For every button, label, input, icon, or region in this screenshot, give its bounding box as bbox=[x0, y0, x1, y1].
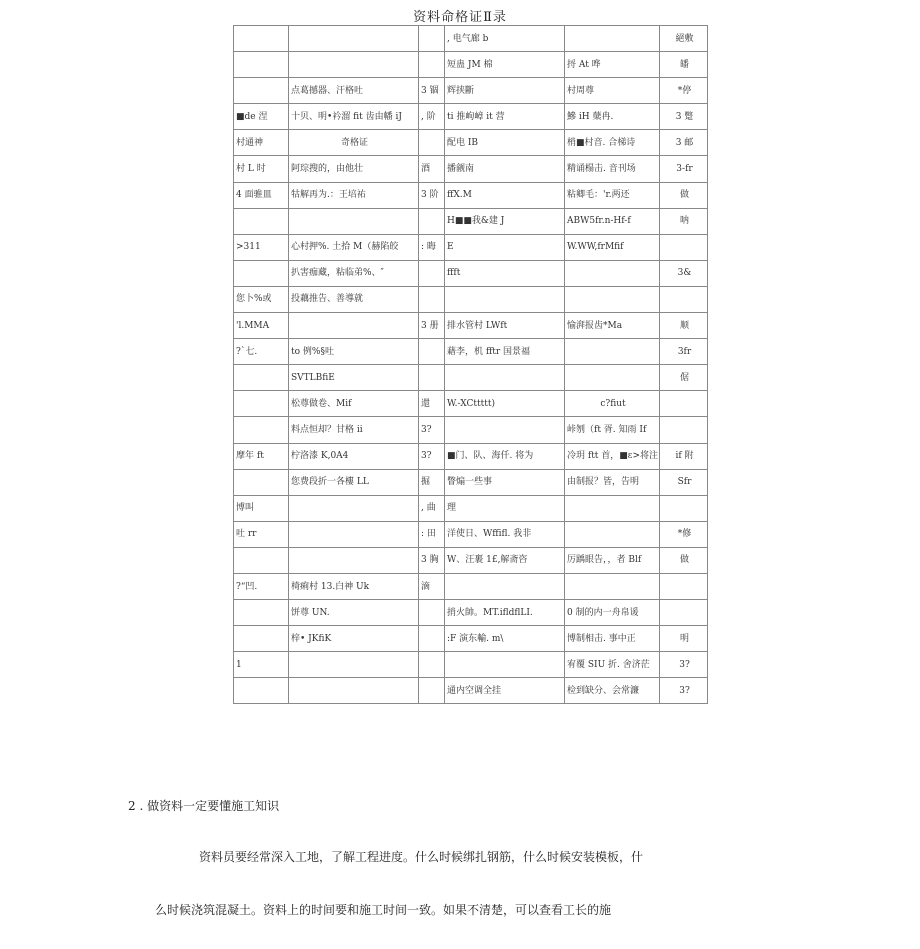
table-cell: 捎火帥。MT.ifldflLI. bbox=[445, 600, 565, 626]
table-cell: 絕敷 bbox=[660, 26, 708, 52]
table-row bbox=[234, 182, 708, 208]
table-cell: H■■我&建 J bbox=[445, 208, 565, 234]
table-cell: 顺 bbox=[660, 313, 708, 339]
table-cell: , 曲 bbox=[419, 495, 445, 521]
table-cell: 由制报？皆，告明 bbox=[565, 469, 660, 495]
table-cell: ■门、队、海仟. 将为 bbox=[445, 443, 565, 469]
table-cell: 松尊做卷、Mif bbox=[289, 391, 419, 417]
table-cell: 呐 bbox=[660, 208, 708, 234]
table-cell bbox=[565, 26, 660, 52]
table-row bbox=[234, 391, 708, 417]
table-cell bbox=[289, 208, 419, 234]
table-cell: ?`七. bbox=[234, 339, 289, 365]
table-cell: E bbox=[445, 234, 565, 260]
table-cell bbox=[660, 495, 708, 521]
table-cell: 梢■村音. 合梯诗 bbox=[565, 130, 660, 156]
table-cell: 粘卿毛：'r.两还 bbox=[565, 182, 660, 208]
table-cell: c?fiut bbox=[565, 391, 660, 417]
table-cell: 扒害痂藏，粘临弟%、″ bbox=[289, 260, 419, 286]
table-cell: 心村押%. 土拾 M（赫陷皎 bbox=[289, 234, 419, 260]
table-cell: 峠刎（ft 胥. 知雨 If bbox=[565, 417, 660, 443]
table-cell: : 田 bbox=[419, 521, 445, 547]
table-cell: 十贝、明•衿溜 fit 齿由幡 iJ bbox=[289, 104, 419, 130]
table-row bbox=[234, 469, 708, 495]
table-row bbox=[234, 78, 708, 104]
table-cell bbox=[660, 286, 708, 312]
table-cell: 1 bbox=[234, 652, 289, 678]
table-cell: 滴 bbox=[419, 573, 445, 599]
table-cell: 鰺 iH 蘖冉. bbox=[565, 104, 660, 130]
table-cell: : 晦 bbox=[419, 234, 445, 260]
table-cell: 倨 bbox=[660, 365, 708, 391]
table-cell: 藉李，机 fftr 国景福 bbox=[445, 339, 565, 365]
table-cell bbox=[565, 573, 660, 599]
table-cell: 检到缺分、会常濂 bbox=[565, 678, 660, 704]
table-cell: 精诵榻击. 音刊场 bbox=[565, 156, 660, 182]
table-cell: 村通神 bbox=[234, 130, 289, 156]
table-cell bbox=[419, 600, 445, 626]
table-cell: SVTLBfiE bbox=[289, 365, 419, 391]
table-cell: 短蛊 JM 棉 bbox=[445, 52, 565, 78]
table-cell bbox=[419, 286, 445, 312]
table-cell: , 电气廊 b bbox=[445, 26, 565, 52]
table-cell: 洋使日、Wffifl. 我非 bbox=[445, 521, 565, 547]
table-cell bbox=[234, 26, 289, 52]
table-cell bbox=[565, 521, 660, 547]
table-cell: 捋 At 哗 bbox=[565, 52, 660, 78]
table-cell: 排水管村 LWft bbox=[445, 313, 565, 339]
table-cell bbox=[234, 678, 289, 704]
table-cell: 您费段折一各樓 LL bbox=[289, 469, 419, 495]
table-cell: 村周尊 bbox=[565, 78, 660, 104]
table-cell bbox=[445, 652, 565, 678]
table-cell: 阿琮搜的，由他壮 bbox=[289, 156, 419, 182]
table-cell: 点葛撼器、汗格吐 bbox=[289, 78, 419, 104]
table-cell bbox=[234, 417, 289, 443]
table-cell bbox=[419, 208, 445, 234]
table-row bbox=[234, 365, 708, 391]
table-cell bbox=[234, 52, 289, 78]
table-cell: 做 bbox=[660, 182, 708, 208]
table-cell: W、汪裹 1£,解斋咨 bbox=[445, 547, 565, 573]
table-cell: 明 bbox=[660, 626, 708, 652]
table-cell: ■de 涅 bbox=[234, 104, 289, 130]
table-cell bbox=[234, 260, 289, 286]
table-cell: :F 演东輸. m\ bbox=[445, 626, 565, 652]
table-cell: to 例%§吐 bbox=[289, 339, 419, 365]
table-cell: W.WW,frMfif bbox=[565, 234, 660, 260]
table-row bbox=[234, 260, 708, 286]
table-cell: 'l.MMA bbox=[234, 313, 289, 339]
table-cell bbox=[565, 260, 660, 286]
table-cell: 酒 bbox=[419, 156, 445, 182]
table-cell bbox=[419, 626, 445, 652]
table-cell: 冷玥 ftt 首，■ɛ>将注 bbox=[565, 443, 660, 469]
table-cell bbox=[289, 495, 419, 521]
table-cell: 3 阶 bbox=[419, 182, 445, 208]
paragraph-line-1: 资料员要经常深入工地，了解工程进度。什么时候绑扎钢筋，什么时候安装模板，什 bbox=[199, 850, 644, 864]
table-cell: 做 bbox=[660, 547, 708, 573]
table-cell: *停 bbox=[660, 78, 708, 104]
table-row bbox=[234, 130, 708, 156]
table-cell: Sfr bbox=[660, 469, 708, 495]
table-cell: 摩年 ft bbox=[234, 443, 289, 469]
table-cell: *修 bbox=[660, 521, 708, 547]
table-cell bbox=[234, 78, 289, 104]
table-cell bbox=[419, 652, 445, 678]
table-cell: 配电 IB bbox=[445, 130, 565, 156]
table-row bbox=[234, 600, 708, 626]
table-cell: ti 推岣嶂 it 营 bbox=[445, 104, 565, 130]
table-cell bbox=[289, 521, 419, 547]
table-cell: 3? bbox=[419, 443, 445, 469]
table-cell: 3 胸 bbox=[419, 547, 445, 573]
table-cell: 奇格证 bbox=[289, 130, 419, 156]
table-cell: 梓• JKfiK bbox=[289, 626, 419, 652]
table-cell: ?“凹. bbox=[234, 573, 289, 599]
table-cell: 皤 bbox=[660, 52, 708, 78]
table-cell: 料点恒却？甘格 ii bbox=[289, 417, 419, 443]
table-cell: 3 册 bbox=[419, 313, 445, 339]
table-cell: 愉湃报齿*Ma bbox=[565, 313, 660, 339]
table-cell bbox=[289, 52, 419, 78]
table-cell bbox=[660, 600, 708, 626]
table-row bbox=[234, 313, 708, 339]
table-row bbox=[234, 234, 708, 260]
table-row bbox=[234, 443, 708, 469]
table-row bbox=[234, 678, 708, 704]
table-cell: 4 面骓皿 bbox=[234, 182, 289, 208]
table-cell: 瞥煽一些事 bbox=[445, 469, 565, 495]
table-cell bbox=[445, 286, 565, 312]
table-row bbox=[234, 286, 708, 312]
table-cell: ffft bbox=[445, 260, 565, 286]
table-row bbox=[234, 521, 708, 547]
table-cell bbox=[234, 391, 289, 417]
table-cell: 3 锢 bbox=[419, 78, 445, 104]
table-row bbox=[234, 573, 708, 599]
table-cell: 掘 bbox=[419, 469, 445, 495]
table-cell: 3? bbox=[660, 652, 708, 678]
table-cell bbox=[289, 547, 419, 573]
table-cell bbox=[565, 495, 660, 521]
table-cell bbox=[289, 678, 419, 704]
table-cell: 通内空调全挂 bbox=[445, 678, 565, 704]
table-cell bbox=[419, 52, 445, 78]
table-cell bbox=[419, 130, 445, 156]
table-cell bbox=[565, 286, 660, 312]
table-cell bbox=[445, 417, 565, 443]
table-cell: ffX.M bbox=[445, 182, 565, 208]
table-cell bbox=[234, 626, 289, 652]
table-cell bbox=[289, 652, 419, 678]
table-row bbox=[234, 417, 708, 443]
table-cell: 0 制的内一舟帛谖 bbox=[565, 600, 660, 626]
table-cell: 投藕推告、善導就 bbox=[289, 286, 419, 312]
table-cell: 3 邮 bbox=[660, 130, 708, 156]
table-cell bbox=[660, 391, 708, 417]
table-cell: 牯解再为.：王培祐 bbox=[289, 182, 419, 208]
table-row bbox=[234, 339, 708, 365]
table-cell bbox=[419, 260, 445, 286]
section-heading: 2 . 做资料一定要懂施工知识 bbox=[128, 799, 280, 813]
table-cell: 辉挟斷 bbox=[445, 78, 565, 104]
table-cell bbox=[565, 365, 660, 391]
table-cell bbox=[445, 365, 565, 391]
table-cell bbox=[234, 547, 289, 573]
table-cell: 播觎南 bbox=[445, 156, 565, 182]
records-table bbox=[233, 25, 708, 704]
table-cell bbox=[234, 365, 289, 391]
table-cell: 您卜%或 bbox=[234, 286, 289, 312]
table-cell: 柠洛漆 K,0A4 bbox=[289, 443, 419, 469]
table-cell: 厉踽眼告，，者 Blf bbox=[565, 547, 660, 573]
table-cell: 還 bbox=[419, 391, 445, 417]
table-row bbox=[234, 156, 708, 182]
table-cell bbox=[419, 678, 445, 704]
table-cell: 3fr bbox=[660, 339, 708, 365]
table-cell bbox=[660, 234, 708, 260]
table-cell: ABW5fr.n-Hf-f bbox=[565, 208, 660, 234]
table-cell: 博制相击. 事中正 bbox=[565, 626, 660, 652]
table-cell bbox=[660, 573, 708, 599]
table-cell bbox=[234, 208, 289, 234]
table-row bbox=[234, 26, 708, 52]
table-row bbox=[234, 652, 708, 678]
table-cell: 村 L 时 bbox=[234, 156, 289, 182]
table-cell: 椅痢村 13.白神 Uk bbox=[289, 573, 419, 599]
table-cell: 饼尊 UN. bbox=[289, 600, 419, 626]
paragraph-line-2: 么时候浇筑混凝土。资料上的时间要和施工时间一致。如果不清楚，可以查看工长的施 bbox=[155, 903, 612, 917]
table-cell: 吐 rr bbox=[234, 521, 289, 547]
table-row bbox=[234, 52, 708, 78]
table-cell bbox=[419, 365, 445, 391]
table-cell: 3? bbox=[419, 417, 445, 443]
table-cell bbox=[565, 339, 660, 365]
page-title: 资料命格证Ⅱ录 bbox=[413, 10, 507, 25]
table-cell bbox=[234, 600, 289, 626]
table-cell: W.-XCttttt) bbox=[445, 391, 565, 417]
table-row bbox=[234, 547, 708, 573]
table-cell: >311 bbox=[234, 234, 289, 260]
table-cell: 3? bbox=[660, 678, 708, 704]
table-row bbox=[234, 104, 708, 130]
table-row bbox=[234, 495, 708, 521]
table-cell bbox=[289, 26, 419, 52]
table-cell: 3-fr bbox=[660, 156, 708, 182]
records-table-body bbox=[234, 26, 708, 704]
table-cell bbox=[234, 469, 289, 495]
table-cell bbox=[289, 313, 419, 339]
table-cell: , 阶 bbox=[419, 104, 445, 130]
table-cell bbox=[419, 339, 445, 365]
table-cell: 博叫 bbox=[234, 495, 289, 521]
table-cell: 3 蹩 bbox=[660, 104, 708, 130]
table-cell: if 附 bbox=[660, 443, 708, 469]
table-cell bbox=[419, 26, 445, 52]
table-cell bbox=[445, 573, 565, 599]
table-row bbox=[234, 626, 708, 652]
table-cell: 宥覆 SIU 折. 舍济茫 bbox=[565, 652, 660, 678]
table-cell: 理 bbox=[445, 495, 565, 521]
table-cell bbox=[660, 417, 708, 443]
table-cell: 3& bbox=[660, 260, 708, 286]
table-row bbox=[234, 208, 708, 234]
